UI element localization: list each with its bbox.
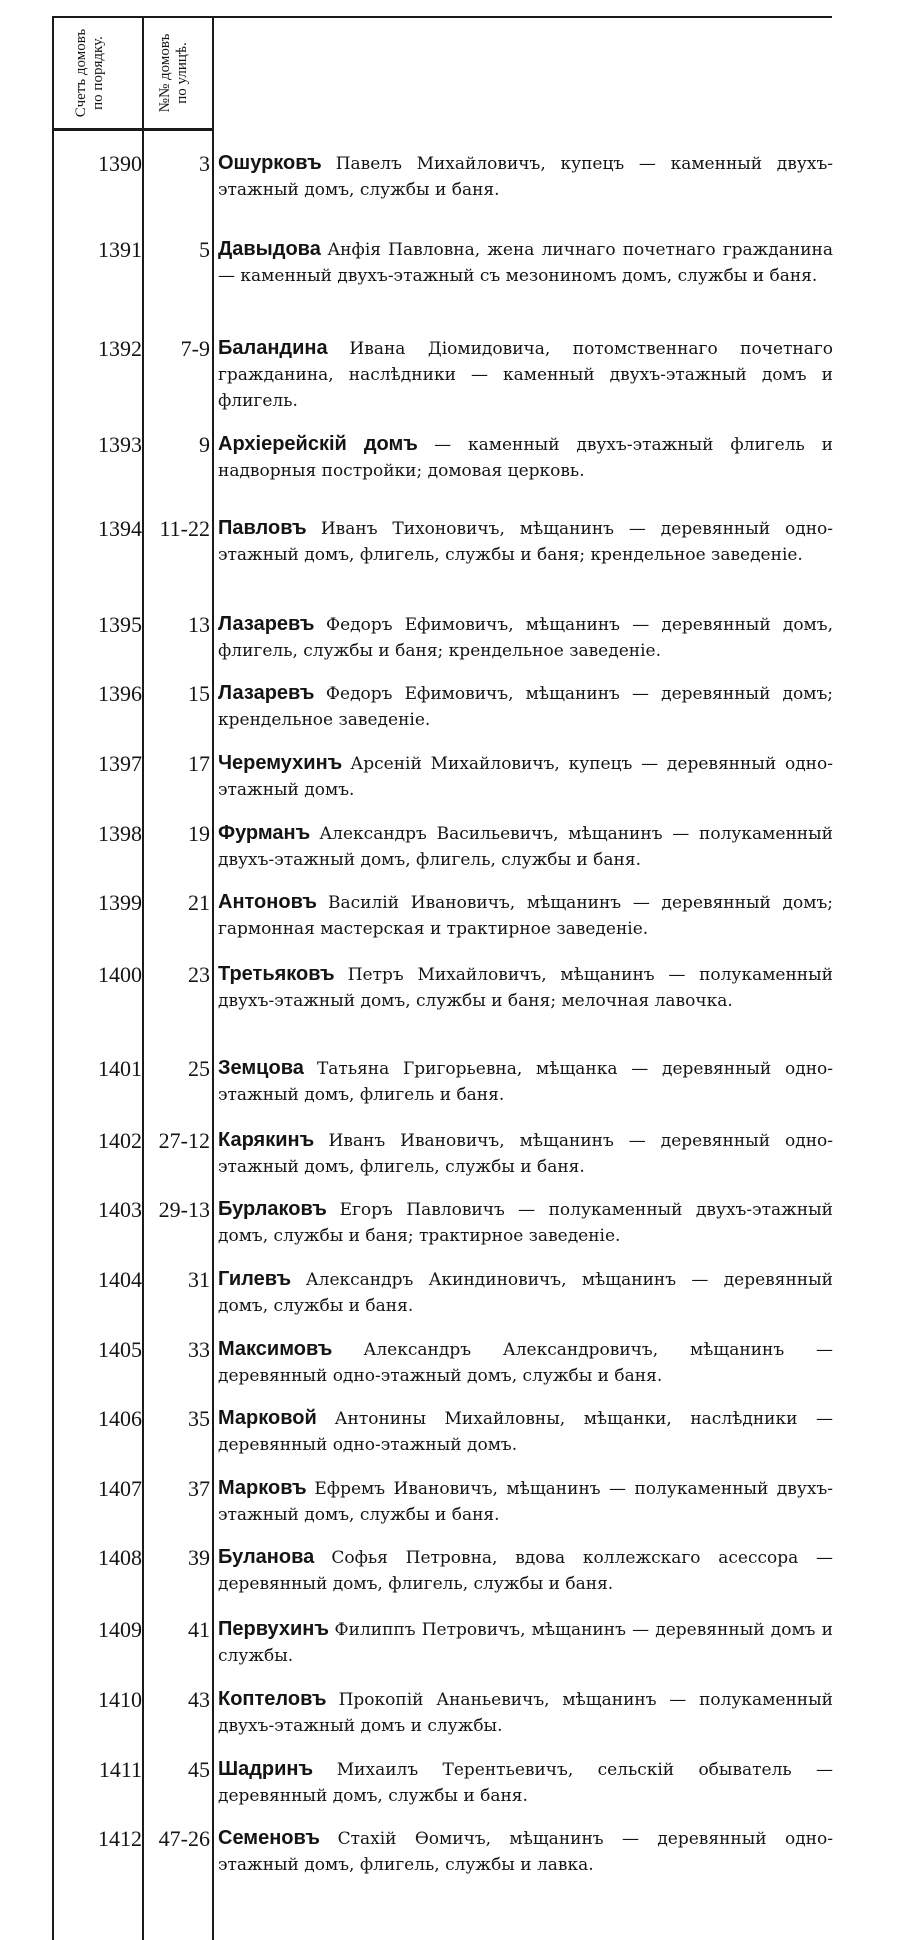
entry-text [218, 1616, 833, 1669]
entry-count-number: 1411 [98, 1756, 142, 1782]
entry-text [218, 1544, 833, 1597]
entry-text [218, 1055, 833, 1108]
entry-street-number: 21 [188, 890, 210, 916]
owner-name: Черемухинъ [218, 752, 343, 774]
property-description: Ивана Діомидовича, потомственнаго почетнаго гражданина, наслѣдники — каменный двухъ-этажный домъ и флигель. [218, 338, 834, 411]
property-description: Татьяна Григорьевна, мѣщанка — деревянный одно-этажный домъ, флигель и баня. [218, 1058, 834, 1105]
owner-name: Марковой [218, 1407, 317, 1430]
owner-name: Первухинъ [218, 1618, 329, 1641]
owner-name: Буланова [218, 1546, 315, 1569]
entry-count-number: 1399 [98, 890, 142, 916]
entry-street-number: 47-26 [158, 1826, 210, 1852]
entry-text [218, 150, 833, 203]
entry-street-number: 31 [188, 1267, 210, 1292]
property-description: Федоръ Ефимовичъ, мѣщанинъ — деревянный домъ; крендельное заведеніе. [218, 684, 834, 731]
entry-text [218, 1127, 833, 1180]
entry-count-number: 1410 [98, 1687, 142, 1712]
entry-text [218, 1336, 833, 1389]
entry-count-number: 1408 [98, 1545, 142, 1571]
entry-street-number: 5 [199, 237, 210, 263]
entry-text [218, 820, 833, 873]
entry-street-number: 41 [188, 1617, 210, 1643]
header-bottom-rule [52, 128, 212, 131]
entry-count-number: 1393 [98, 431, 142, 457]
property-description: Софья Петровна, вдова коллежскаго асессора — деревянный домъ, флигель, службы и баня. [218, 1548, 834, 1595]
entry-count-number: 1407 [98, 1475, 142, 1501]
property-description: Иванъ Тихоновичъ, мѣщанинъ — деревянный одно-этажный домъ, флигель, службы и баня; крендельное заведеніе. [218, 518, 834, 565]
entry-text [218, 1756, 833, 1809]
entry-count-number: 1398 [98, 820, 142, 846]
entry-text [218, 750, 833, 803]
property-description: Анфія Павловна, жена личнаго почетнаго гражданина — каменный двухъ-этажный съ мезониномъ домъ, службы и баня. [218, 240, 834, 287]
property-description: Иванъ Ивановичъ, мѣщанинъ — деревянный одно-этажный домъ, флигель, службы и баня. [218, 1130, 834, 1177]
column-header-count [68, 20, 112, 126]
top-rule [52, 16, 832, 18]
entry-text [218, 1825, 833, 1878]
property-description: Антонины Михайловны, мѣщанки, наслѣдники — деревянный одно-этажный домъ. [218, 1409, 833, 1456]
entry-count-number: 1394 [98, 515, 142, 541]
property-description: Александръ Васильевичъ, мѣщанинъ — полукаменный двухъ-этажный домъ, флигель, службы и баня. [218, 823, 833, 870]
entry-text [218, 961, 833, 1014]
property-description: Ефремъ Ивановичъ, мѣщанинъ — полукаменный двухъ-этажный домъ, службы и баня. [218, 1478, 833, 1525]
column-header-street-line2: по улицѣ. [174, 42, 190, 104]
property-description: Александръ Александровичъ, мѣщанинъ — деревянный одно-этажный домъ, службы и баня. [218, 1339, 833, 1386]
owner-name: Семеновъ [218, 1827, 320, 1850]
entry-street-number: 39 [188, 1545, 210, 1571]
entry-text [218, 889, 833, 942]
entry-count-number: 1404 [98, 1267, 142, 1292]
entry-text [218, 1196, 833, 1249]
entry-count-number: 1397 [98, 751, 142, 776]
entry-text [218, 611, 833, 664]
column-header-count-line1: Счетъ домовъ [73, 28, 89, 118]
entry-street-number: 23 [188, 962, 210, 988]
entry-street-number: 9 [199, 431, 210, 457]
entry-count-number: 1402 [98, 1127, 142, 1153]
owner-name: Карякинъ [218, 1128, 315, 1151]
owner-name: Марковъ [218, 1476, 307, 1499]
entry-street-number: 11-22 [159, 515, 210, 541]
entry-street-number: 35 [188, 1406, 210, 1432]
property-description: Егоръ Павловичъ — полукаменный двухъ-этажный домъ, службы и баня; трактирное заведеніе. [218, 1200, 833, 1247]
entry-count-number: 1391 [98, 237, 142, 263]
owner-name: Фурманъ [218, 821, 311, 844]
property-description: Стахій Ѳомичъ, мѣщанинъ — деревянный одно-этажный домъ, флигель, службы и лавка. [218, 1829, 833, 1876]
entry-text [218, 1405, 833, 1458]
entry-street-number: 19 [188, 820, 210, 846]
column-header-street-line1: №№ домовъ [157, 33, 173, 113]
property-description: Арсеній Михайловичъ, купецъ — деревянный одно-этажный домъ. [218, 754, 833, 800]
owner-name: Коптеловъ [218, 1688, 327, 1710]
owner-name: Архіерейскій домъ [218, 432, 418, 455]
property-description: Филиппъ Петровичъ, мѣщанинъ — деревянный домъ и службы. [218, 1620, 833, 1667]
entry-street-number: 33 [188, 1336, 210, 1362]
owner-name: Баландина [218, 336, 328, 359]
owner-name: Лазаревъ [218, 612, 315, 635]
column-divider-street [212, 16, 214, 1940]
property-description: Петръ Михайловичъ, мѣщанинъ — полукаменный двухъ-этажный домъ, службы и баня; мелочная лавочка. [218, 965, 834, 1012]
entry-count-number: 1395 [98, 611, 142, 637]
entry-count-number: 1405 [98, 1336, 142, 1362]
property-description: Павелъ Михайловичъ, купецъ — каменный двухъ-этажный домъ, службы и баня. [218, 154, 833, 200]
entry-count-number: 1406 [98, 1406, 142, 1432]
entry-street-number: 17 [188, 751, 210, 776]
owner-name: Антоновъ [218, 891, 317, 914]
entry-count-number: 1412 [98, 1826, 142, 1852]
column-header-street [144, 20, 204, 126]
entry-text [218, 1266, 833, 1319]
owner-name: Лазаревъ [218, 682, 315, 705]
entry-text [218, 431, 833, 484]
property-description: — каменный двухъ-этажный флигель и надворныя постройки; домовая церковь. [218, 434, 833, 481]
entry-text [218, 1475, 833, 1528]
table-left-border [52, 16, 54, 1940]
owner-name: Максимовъ [218, 1337, 333, 1360]
entry-street-number: 43 [188, 1687, 210, 1712]
entry-street-number: 37 [188, 1475, 210, 1501]
entry-count-number: 1403 [98, 1197, 142, 1223]
entry-text [218, 680, 833, 733]
column-header-count-line2: по порядку. [90, 36, 106, 110]
entry-count-number: 1409 [98, 1617, 142, 1643]
entry-count-number: 1392 [98, 335, 142, 361]
entry-street-number: 3 [199, 151, 210, 176]
entry-count-number: 1401 [98, 1055, 142, 1081]
entry-street-number: 25 [188, 1055, 210, 1081]
owner-name: Бурлаковъ [218, 1198, 327, 1221]
entry-street-number: 45 [188, 1756, 210, 1782]
property-description: Александръ Акиндиновичъ, мѣщанинъ — деревянный домъ, службы и баня. [218, 1270, 833, 1316]
property-description: Федоръ Ефимовичъ, мѣщанинъ — деревянный домъ, флигель, службы и баня; крендельное заведеніе. [218, 614, 833, 661]
owner-name: Ошурковъ [218, 152, 322, 174]
entry-count-number: 1396 [98, 681, 142, 707]
entry-street-number: 13 [188, 611, 210, 637]
property-description: Михаилъ Терентьевичъ, сельскій обыватель — деревянный домъ, службы и баня. [218, 1759, 833, 1806]
owner-name: Шадринъ [218, 1757, 314, 1780]
property-description: Прокопій Ананьевичъ, мѣщанинъ — полукаменный двухъ-этажный домъ и службы. [218, 1690, 833, 1736]
entry-text [218, 1686, 833, 1739]
owner-name: Третьяковъ [218, 963, 335, 986]
owner-name: Земцова [218, 1056, 304, 1079]
entry-street-number: 15 [188, 681, 210, 707]
entry-count-number: 1400 [98, 962, 142, 988]
entry-text [218, 515, 833, 568]
property-description: Василій Ивановичъ, мѣщанинъ — деревянный домъ; гармонная мастерская и трактирное заведеніе. [218, 893, 833, 940]
entry-street-number: 29-13 [158, 1197, 210, 1223]
owner-name: Гилевъ [218, 1268, 292, 1290]
entry-text [218, 335, 833, 414]
entry-street-number: 7-9 [180, 335, 210, 361]
entry-street-number: 27-12 [158, 1127, 210, 1153]
entry-text [218, 236, 833, 289]
entry-count-number: 1390 [98, 151, 142, 176]
owner-name: Давыдова [218, 238, 321, 261]
owner-name: Павловъ [218, 516, 307, 539]
